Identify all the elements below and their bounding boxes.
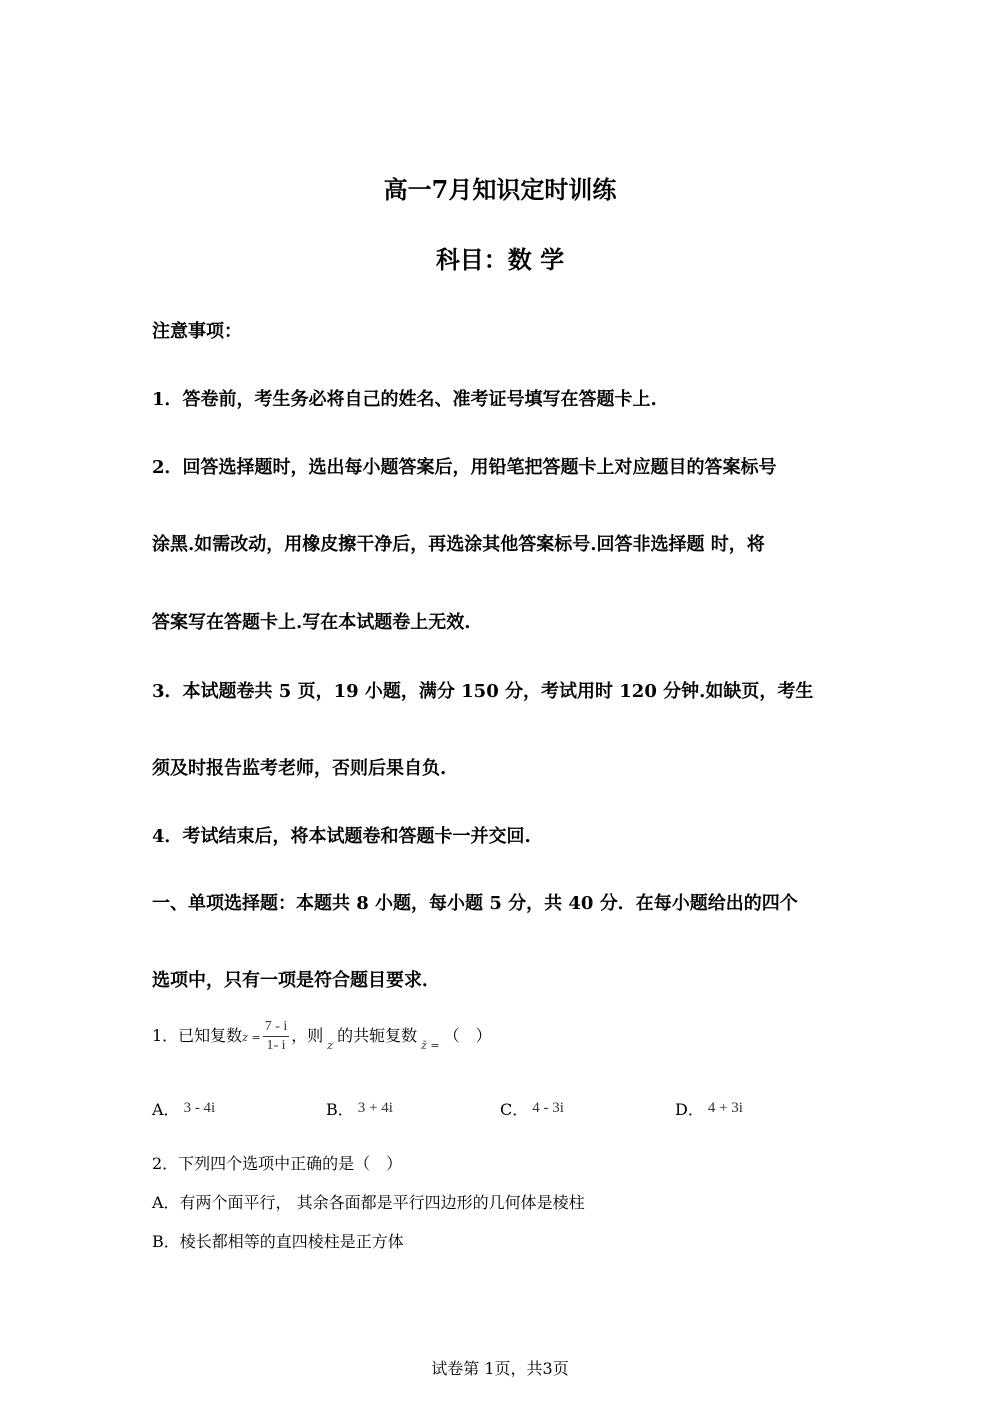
q1-numerator: 7 - i	[263, 1018, 290, 1037]
note-line-6: 须及时报告监考老师，否则后果自负.	[152, 758, 447, 779]
note-line-2: 2．回答选择题时，选出每小题答案后，用铅笔把答题卡上对应题目的答案标号	[152, 457, 777, 478]
q2-option-a: A．有两个面平行， 其余各面都是平行四边形的几何体是棱柱	[152, 1193, 585, 1212]
q1-option-c-label: C．	[500, 1100, 529, 1119]
q1-option-c	[500, 1097, 564, 1120]
q1-option-b-value: 3 + 4i	[357, 1100, 393, 1116]
q2-option-b: B．棱长都相等的直四棱柱是正方体	[152, 1232, 404, 1251]
q1-option-a-label: A．	[152, 1100, 180, 1119]
q1-prefix: 1．已知复数	[152, 1026, 243, 1045]
q1-option-d	[675, 1097, 743, 1120]
note-line-1: 1．答卷前，考生务必将自己的姓名、准考证号填写在答题卡上.	[152, 389, 657, 410]
q1-mid: ，则	[291, 1026, 324, 1045]
q1-paren: （ ）	[443, 1026, 492, 1045]
q1-option-a-value: 3 - 4i	[183, 1100, 216, 1116]
note-line-5: 3．本试题卷共 5 页，19 小题，满分 150 分，考试用时 120 分钟.如缺页，考生	[152, 681, 814, 702]
subject-title: 科目：数 学	[435, 245, 565, 274]
q1-option-d-label: D．	[675, 1100, 704, 1119]
exam-title: 高一7月知识定时训练	[383, 175, 617, 204]
section1-line-2: 选项中，只有一项是符合题目要求．	[152, 970, 440, 991]
q1-option-a	[152, 1097, 215, 1120]
q1-zbar: z̄ =	[421, 1039, 440, 1052]
note-line-4: 答案写在答题卡上.写在本试题卷上无效.	[152, 612, 471, 633]
question-2: 2．下列四个选项中正确的是（ ）	[152, 1154, 403, 1173]
q1-mid2: 的共轭复数	[337, 1026, 418, 1045]
q1-denominator: 1- i	[266, 1038, 286, 1053]
q1-option-b-label: B．	[326, 1100, 354, 1119]
q1-option-c-value: 4 - 3i	[532, 1100, 564, 1116]
question-1	[152, 1018, 492, 1055]
note-line-3: 涂黑.如需改动，用橡皮擦干净后，再选涂其他答案标号.回答非选择题 时，将	[152, 534, 765, 555]
q1-option-b	[326, 1097, 393, 1120]
notes-heading: 注意事项：	[152, 321, 242, 342]
note-line-7: 4．考试结束后，将本试题卷和答题卡一并交回.	[152, 826, 531, 847]
q1-fraction	[263, 1018, 290, 1055]
page-footer: 试卷第 1页，共3页	[431, 1359, 569, 1378]
section1-line-1: 一、单项选择题：本题共 8 小题，每小题 5 分，共 40 分．在每小题给出的四个	[152, 893, 798, 914]
q1-option-d-value: 4 + 3i	[707, 1100, 743, 1116]
q1-z-eq: z =	[242, 1031, 261, 1044]
q1-z-sub: z	[327, 1039, 334, 1052]
